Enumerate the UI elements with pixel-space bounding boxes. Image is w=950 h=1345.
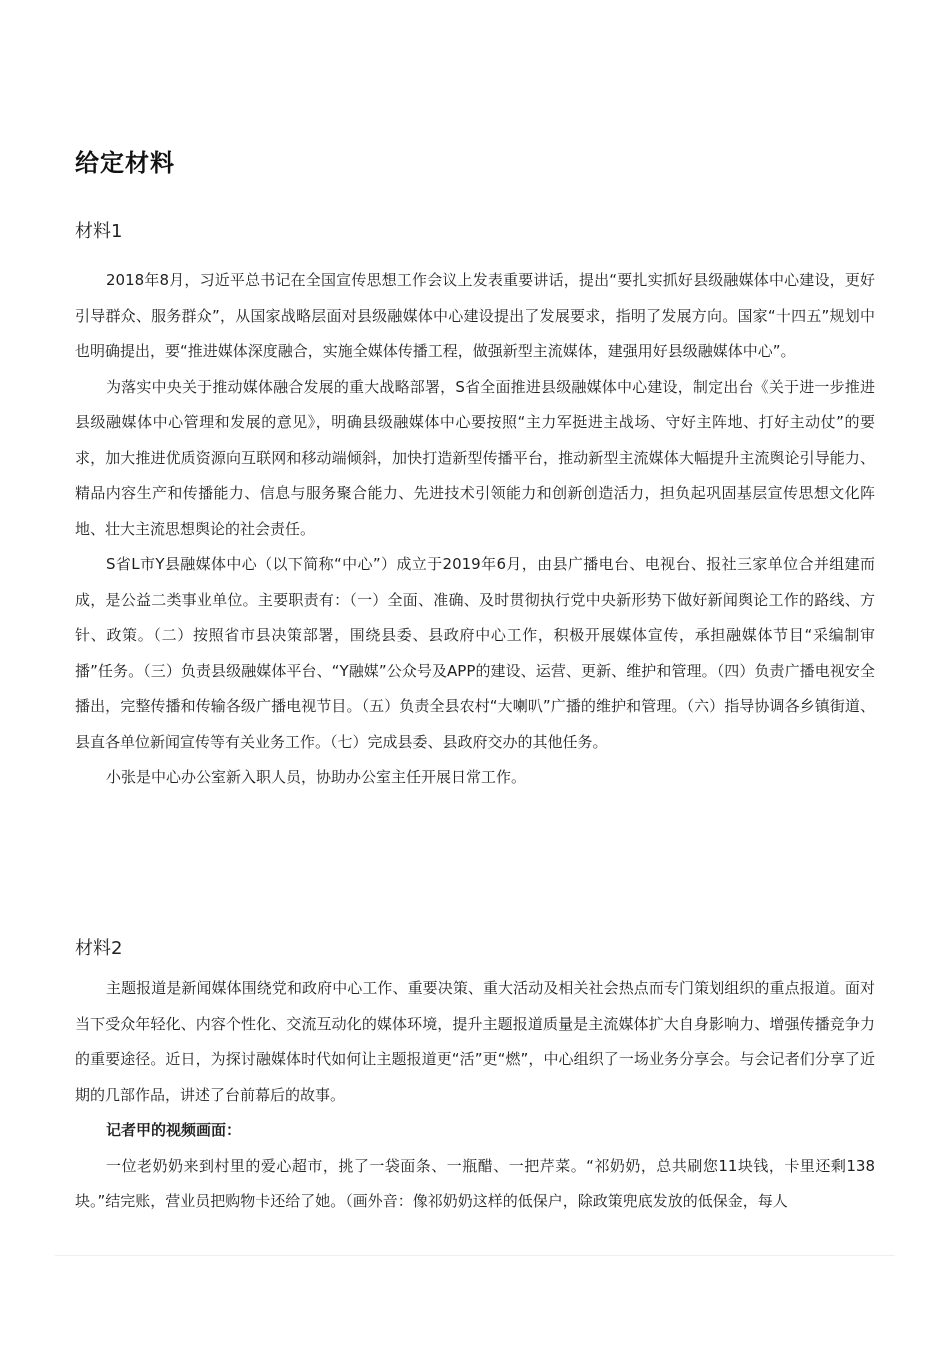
paragraph: 一位老奶奶来到村里的爱心超市，挑了一袋面条、一瓶醋、一把芹菜。“祁奶奶，总共刷您11块钱，卡里还剩138块。”结完账，营业员把购物卡还给了她。（画外音：像祁奶奶这样的低保户，除政策兜底发放的低保金，每人 <box>75 1156 875 1210</box>
section-heading-material-1: 材料1 <box>75 221 123 242</box>
section-body-material-2 <box>75 971 875 1220</box>
document-title: 给定材料 <box>75 149 175 177</box>
paragraph: S省L市Y县融媒体中心（以下简称“中心”）成立于2019年6月，由县广播电台、电视台、报社三家单位合并组建而成，是公益二类事业单位。主要职责有：（一）全面、准确、及时贯彻执行党中央新形势下做好新闻舆论工作的路线、方针、政策。（二）按照省市县决策部署，围绕县委、县政府中心工作，积极开展媒体宣传，承担融媒体节目“采编制审播”任务。（三）负责县级融媒体平台、“Y融媒”公众号及APP的建设、运营、更新、维护和管理。（四）负责广播电视安全播出，完整传播和传输各级广播电视节目。（五）负责全县农村“大喇叭”广播的维护和管理。（六）指导协调各乡镇街道、县直各单位新闻宣传等有关业务工作。（七）完成县委、县政府交办的其他任务。 <box>75 555 875 751</box>
section-heading-material-2: 材料2 <box>75 938 123 959</box>
section-body-material-1 <box>75 263 875 796</box>
paragraph: 为落实中央关于推动媒体融合发展的重大战略部署，S省全面推进县级融媒体中心建设，制定出台《关于进一步推进县级融媒体中心管理和发展的意见》，明确县级融媒体中心要按照“主力军挺进主战场、守好主阵地、打好主动仗”的要求，加大推进优质资源向互联网和移动端倾斜，加快打造新型传播平台，推动新型主流媒体大幅提升主流舆论引导能力、精品内容生产和传播能力、信息与服务聚合能力、先进技术引领能力和创新创造活力，担负起巩固基层宣传思想文化阵地、壮大主流思想舆论的社会责任。 <box>75 377 875 538</box>
paragraph: 主题报道是新闻媒体围绕党和政府中心工作、重要决策、重大活动及相关社会热点而专门策划组织的重点报道。面对当下受众年轻化、内容个性化、交流互动化的媒体环境，提升主题报道质量是主流媒体扩大自身影响力、增强传播竞争力的重要途径。近日，为探讨融媒体时代如何让主题报道更“活”更“燃”，中心组织了一场业务分享会。与会记者们分享了近期的几部作品，讲述了台前幕后的故事。 <box>75 979 875 1104</box>
paragraph: 2018年8月，习近平总书记在全国宣传思想工作会议上发表重要讲话，提出“要扎实抓好县级融媒体中心建设，更好引导群众、服务群众”，从国家战略层面对县级融媒体中心建设提出了发展要求，指明了发展方向。国家“十四五”规划中也明确提出，要“推进媒体深度融合，实施全媒体传播工程，做强新型主流媒体，建强用好县级融媒体中心”。 <box>75 271 875 360</box>
paragraph: 小张是中心办公室新入职人员，协助办公室主任开展日常工作。 <box>106 768 527 786</box>
page-divider <box>55 1255 895 1256</box>
subheading-reporter-a: 记者甲的视频画面： <box>106 1121 242 1139</box>
